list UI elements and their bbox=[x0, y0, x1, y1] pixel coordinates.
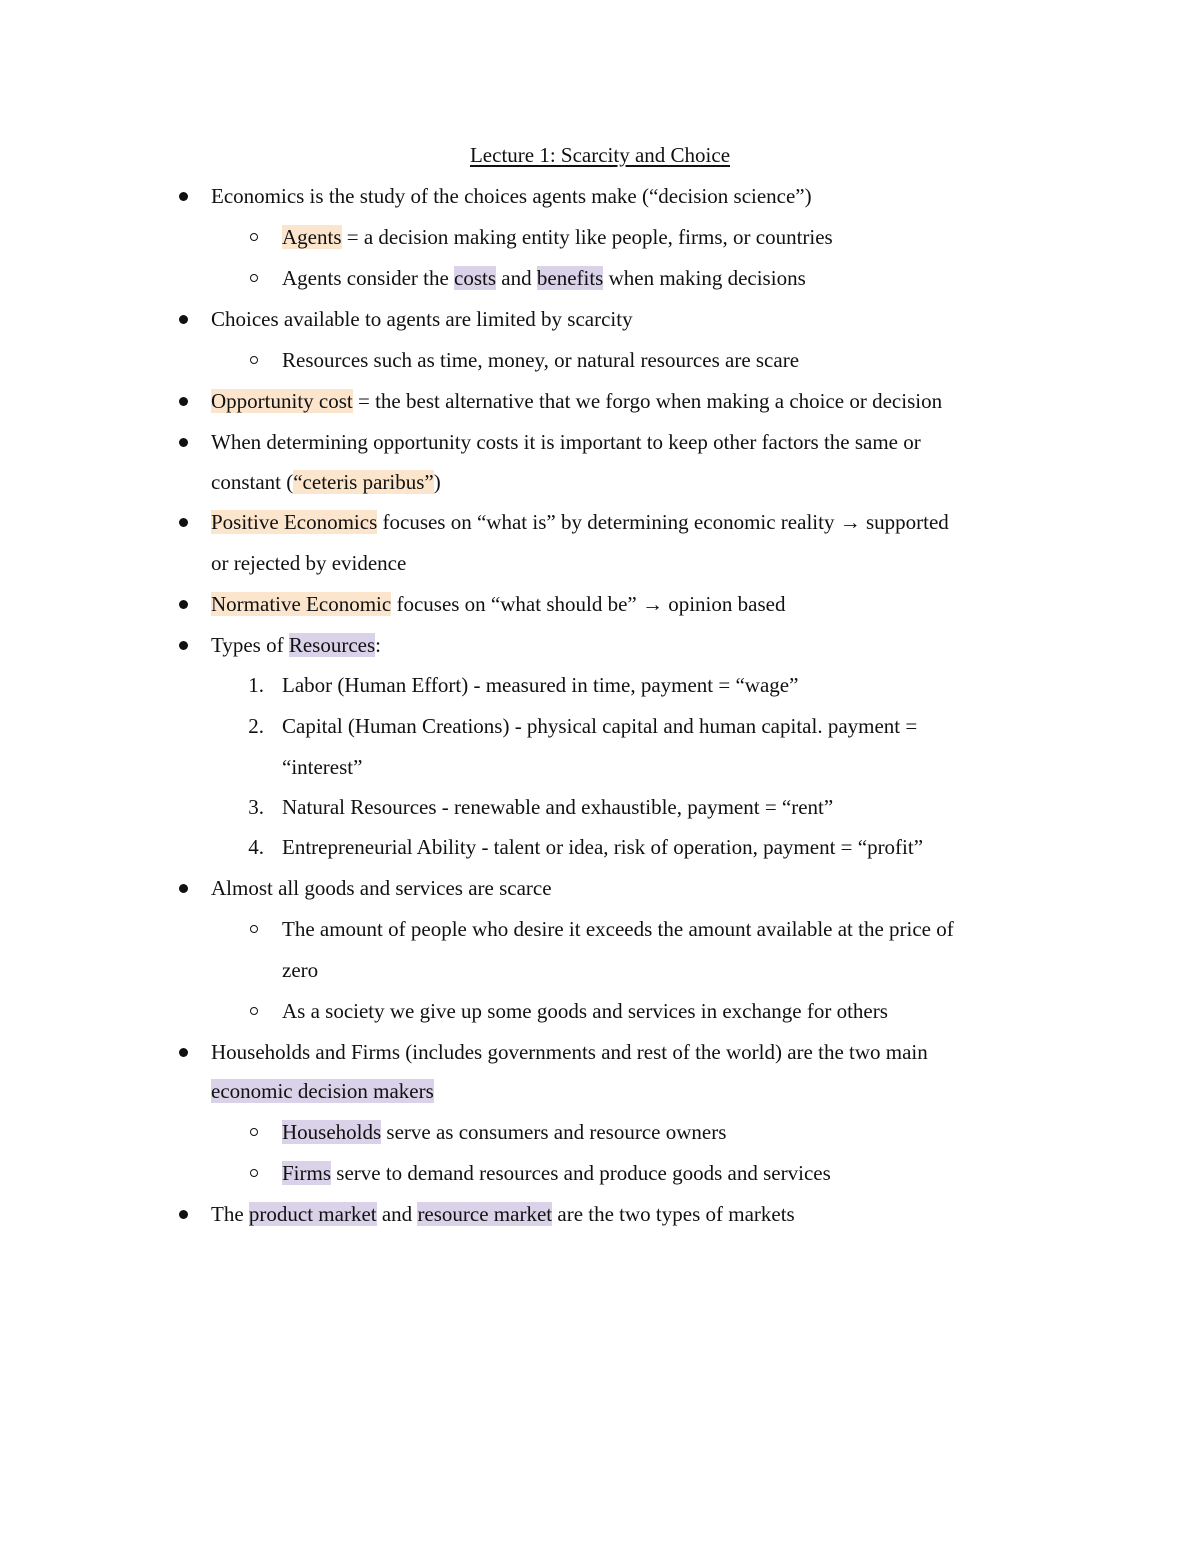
bullet-text bbox=[211, 507, 949, 537]
text-span: when making decisions bbox=[603, 266, 806, 290]
bullet-dot-icon bbox=[179, 1210, 188, 1219]
highlight-term: Households bbox=[282, 1120, 382, 1144]
text-span: Agents consider the bbox=[282, 266, 455, 290]
bullet-dot-icon bbox=[179, 397, 188, 406]
bullet-text-continuation: or rejected by evidence bbox=[211, 551, 407, 575]
bullet-text bbox=[211, 1199, 795, 1229]
list-number: 4. bbox=[248, 835, 264, 859]
sub-bullet-continuation: zero bbox=[282, 958, 319, 982]
sub-bullet-text: The amount of people who desire it exceeds the amount available at the price of bbox=[282, 917, 954, 941]
numbered-item-text: Natural Resources - renewable and exhaustible, payment = “rent” bbox=[282, 795, 834, 819]
numbered-item-text: Labor (Human Effort) - measured in time, payment = “wage” bbox=[282, 673, 799, 697]
highlight-term: resource market bbox=[417, 1202, 553, 1226]
highlight-term: Resources bbox=[288, 633, 376, 657]
bullet-circle-icon bbox=[250, 1128, 258, 1136]
text-span: ) bbox=[433, 470, 441, 494]
bullet-text: Economics is the study of the choices agents make (“decision science”) bbox=[211, 184, 812, 208]
highlight-term: costs bbox=[454, 266, 497, 290]
text-span: serve to demand resources and produce goods and services bbox=[331, 1161, 831, 1185]
text-span: and bbox=[376, 1202, 418, 1226]
highlight-term: Normative Economic bbox=[211, 592, 392, 616]
text-span: = a decision making entity like people, firms, or countries bbox=[341, 225, 833, 249]
numbered-item-text: Capital (Human Creations) - physical capital and human capital. payment = bbox=[282, 714, 918, 738]
sub-bullet-text bbox=[282, 1117, 726, 1147]
highlight-term: “ceteris paribus” bbox=[293, 470, 434, 494]
bullet-circle-icon bbox=[250, 925, 258, 933]
bullet-text-continuation bbox=[211, 1076, 434, 1106]
text-span: : bbox=[375, 633, 382, 657]
bullet-text: Choices available to agents are limited by scarcity bbox=[211, 307, 633, 331]
highlight-term: Firms bbox=[282, 1161, 332, 1185]
bullet-dot-icon bbox=[179, 192, 188, 201]
list-number: 3. bbox=[248, 795, 264, 819]
bullet-dot-icon bbox=[179, 438, 188, 447]
sub-bullet-text bbox=[282, 222, 833, 252]
bullet-text: Households and Firms (includes governments and rest of the world) are the two main bbox=[211, 1040, 928, 1064]
bullet-text: Almost all goods and services are scarce bbox=[211, 876, 552, 900]
bullet-circle-icon bbox=[250, 274, 258, 282]
page-title: Lecture 1: Scarcity and Choice bbox=[469, 143, 731, 167]
sub-bullet-text bbox=[282, 263, 806, 293]
highlight-term: Opportunity cost bbox=[211, 389, 353, 413]
text-span: Types of bbox=[211, 633, 289, 657]
sub-bullet-text bbox=[282, 1158, 831, 1188]
list-number: 2. bbox=[248, 714, 264, 738]
highlight-term: economic decision makers bbox=[211, 1079, 434, 1103]
numbered-item-text: Entrepreneurial Ability - talent or idea, risk of operation, payment = “profit” bbox=[282, 835, 924, 859]
sub-bullet-text: As a society we give up some goods and services in exchange for others bbox=[282, 999, 888, 1023]
bullet-circle-icon bbox=[250, 1007, 258, 1015]
bullet-dot-icon bbox=[179, 884, 188, 893]
text-span: are the two types of markets bbox=[552, 1202, 795, 1226]
text-span: The bbox=[211, 1202, 249, 1226]
bullet-dot-icon bbox=[179, 315, 188, 324]
highlight-term: benefits bbox=[536, 266, 604, 290]
text-span: focuses on “what should be” → opinion based bbox=[391, 592, 786, 616]
bullet-dot-icon bbox=[179, 518, 188, 527]
bullet-text-continuation bbox=[211, 467, 441, 497]
bullet-text bbox=[211, 386, 942, 416]
bullet-text: When determining opportunity costs it is important to keep other factors the same or bbox=[211, 430, 921, 454]
bullet-dot-icon bbox=[179, 600, 188, 609]
bullet-text bbox=[211, 630, 381, 660]
highlight-term: product market bbox=[248, 1202, 377, 1226]
bullet-circle-icon bbox=[250, 356, 258, 364]
bullet-dot-icon bbox=[179, 641, 188, 650]
bullet-circle-icon bbox=[250, 1169, 258, 1177]
bullet-dot-icon bbox=[179, 1048, 188, 1057]
list-number: 1. bbox=[248, 673, 264, 697]
highlight-term: Positive Economics bbox=[211, 510, 378, 534]
numbered-item-continuation: “interest” bbox=[282, 755, 363, 779]
highlight-term: Agents bbox=[282, 225, 342, 249]
text-span: serve as consumers and resource owners bbox=[381, 1120, 727, 1144]
bullet-text bbox=[211, 589, 785, 619]
sub-bullet-text: Resources such as time, money, or natural resources are scare bbox=[282, 348, 800, 372]
bullet-circle-icon bbox=[250, 233, 258, 241]
text-span: constant ( bbox=[211, 470, 294, 494]
text-span: = the best alternative that we forgo when making a choice or decision bbox=[352, 389, 943, 413]
text-span: and bbox=[496, 266, 537, 290]
text-span: focuses on “what is” by determining economic reality → supported bbox=[377, 510, 949, 534]
